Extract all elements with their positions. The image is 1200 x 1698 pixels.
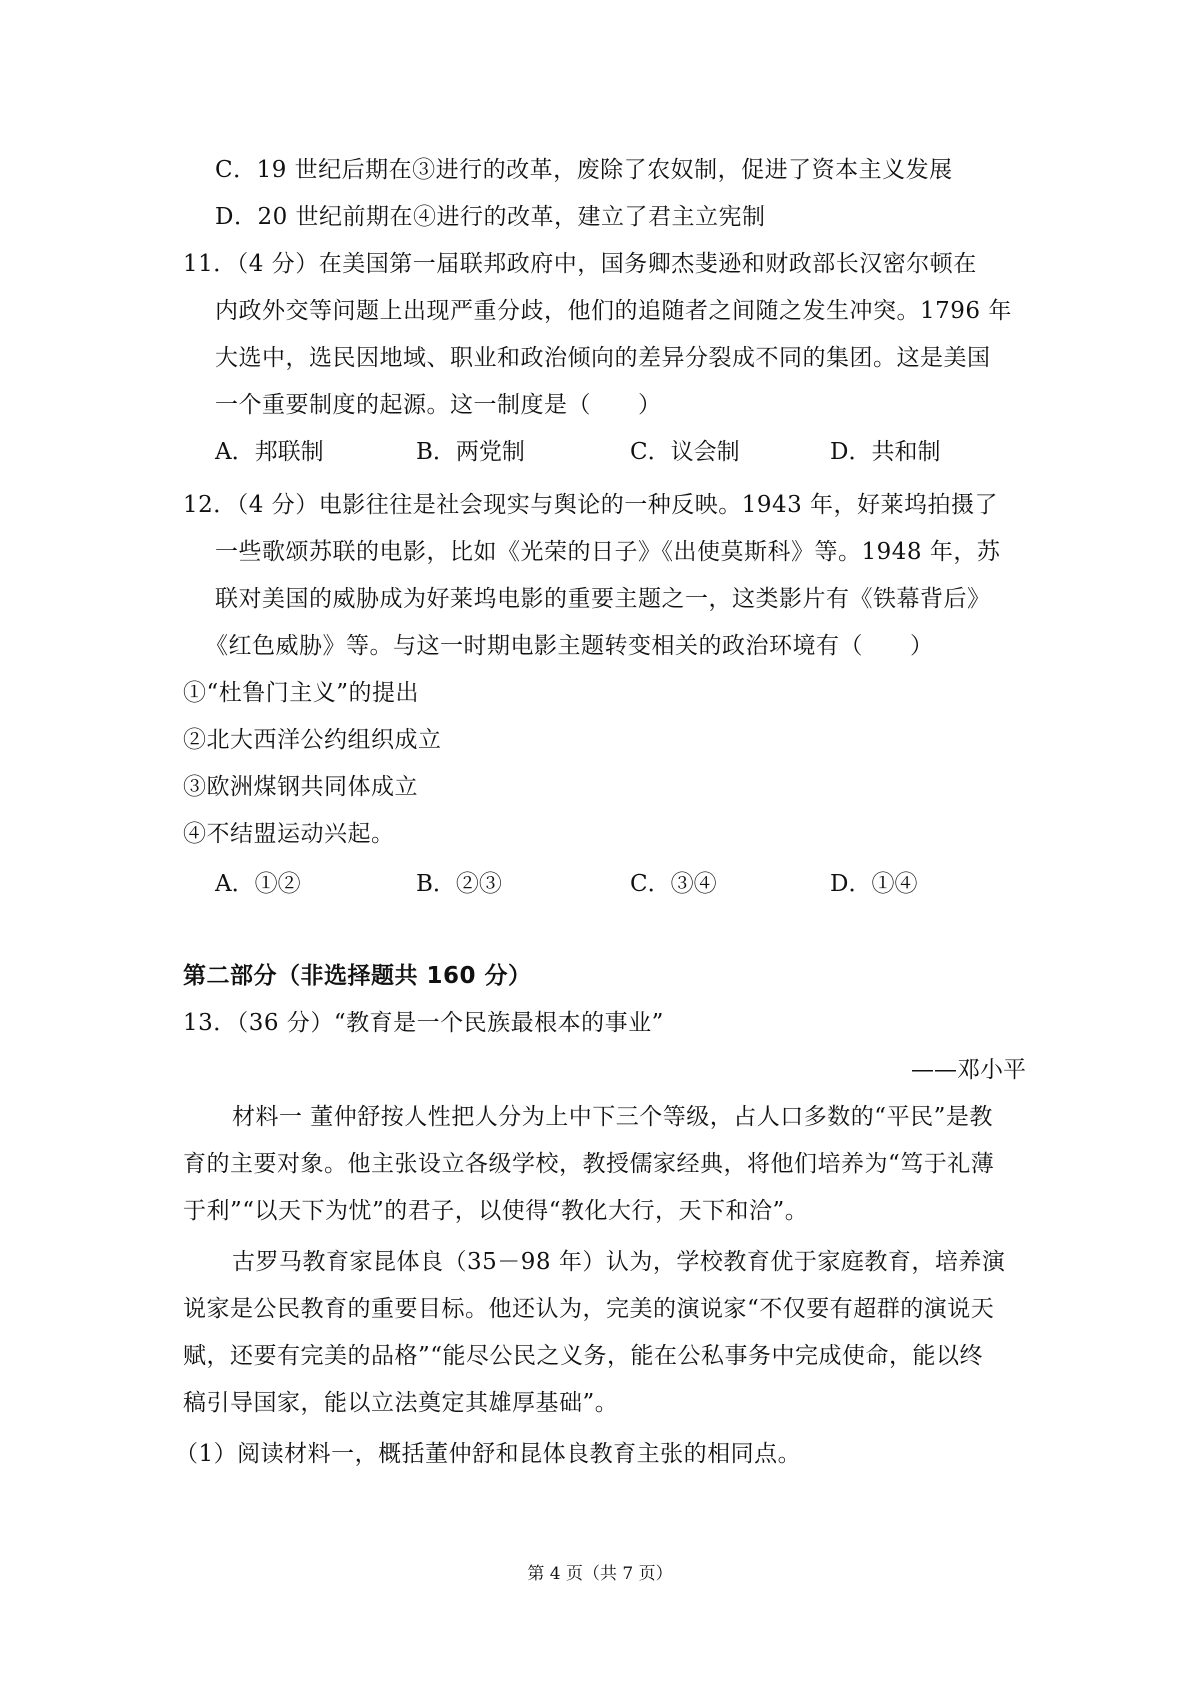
material-1-para-2-line-1: 古罗马教育家昆体良（35－98 年）认为，学校教育优于家庭教育，培养演	[232, 1249, 1006, 1275]
q11-option-a: A．邦联制	[215, 439, 324, 465]
q11-stem-line-4: 一个重要制度的起源。这一制度是（ ）	[215, 392, 662, 418]
page-footer: 第 4 页（共 7 页）	[527, 1564, 673, 1584]
q10-option-d: D．20 世纪前期在④进行的改革，建立了君主立宪制	[215, 204, 766, 230]
q11-stem-line-3: 大选中，选民因地域、职业和政治倾向的差异分裂成不同的集团。这是美国	[215, 345, 991, 371]
q12-item-1: ①“杜鲁门主义”的提出	[183, 680, 420, 706]
q12-stem-line-3: 联对美国的威胁成为好莱坞电影的重要主题之一，这类影片有《铁幕背后》	[215, 586, 991, 612]
q11-option-b: B．两党制	[416, 439, 525, 465]
material-1-para-1-line-3: 于利”“以天下为忧”的君子，以使得“教化大行，天下和洽”。	[183, 1198, 809, 1224]
q12-item-2: ②北大西洋公约组织成立	[183, 727, 442, 753]
q13-attribution	[911, 1055, 1026, 1085]
q13-stem: 13．（36 分）“教育是一个民族最根本的事业”	[183, 1010, 664, 1036]
q12-option-b: B．②③	[416, 871, 502, 897]
q12-item-3: ③欧洲煤钢共同体成立	[183, 774, 418, 800]
q12-stem-line-4: 《红色威胁》等。与这一时期电影主题转变相关的政治环境有（ ）	[205, 633, 934, 659]
material-1-para-1-line-1: 材料一 董仲舒按人性把人分为上中下三个等级，占人口多数的“平民”是教	[232, 1104, 993, 1130]
material-1-para-2-line-4: 稿引导国家，能以立法奠定其雄厚基础”。	[183, 1390, 619, 1416]
q12-stem-line-2: 一些歌颂苏联的电影，比如《光荣的日子》《出使莫斯科》等。1948 年，苏	[215, 539, 1001, 565]
q11-stem-line-1: 11．（4 分）在美国第一届联邦政府中，国务卿杰斐逊和财政部长汉密尔顿在	[183, 251, 977, 277]
attribution-name: 邓小平	[957, 1057, 1026, 1083]
q11-option-c: C．议会制	[630, 439, 740, 465]
q12-option-c: C．③④	[630, 871, 717, 897]
part2-heading: 第二部分（非选择题共 160 分）	[183, 963, 532, 989]
q12-option-a: A．①②	[215, 871, 301, 897]
material-1-para-1-line-2: 育的主要对象。他主张设立各级学校，教授儒家经典，将他们培养为“笃于礼薄	[183, 1151, 995, 1177]
material-1-para-2-line-3: 赋，还要有完美的品格”“能尽公民之义务，能在公私事务中完成使命，能以终	[183, 1343, 984, 1369]
attribution-dash: ——	[911, 1057, 957, 1083]
material-1-para-2-line-2: 说家是公民教育的重要目标。他还认为，完美的演说家“不仅要有超群的演说天	[183, 1296, 995, 1322]
q12-option-d: D．①④	[830, 871, 918, 897]
q10-option-c: C．19 世纪后期在③进行的改革，废除了农奴制，促进了资本主义发展	[215, 157, 953, 183]
q12-stem-line-1: 12．（4 分）电影往往是社会现实与舆论的一种反映。1943 年，好莱坞拍摄了	[183, 492, 999, 518]
q11-option-d: D．共和制	[830, 439, 941, 465]
q12-item-4: ④不结盟运动兴起。	[183, 821, 395, 847]
q11-stem-line-2: 内政外交等问题上出现严重分歧，他们的追随者之间随之发生冲突。1796 年	[215, 298, 1012, 324]
q13-subquestion-1: （1）阅读材料一，概括董仲舒和昆体良教育主张的相同点。	[175, 1441, 802, 1467]
